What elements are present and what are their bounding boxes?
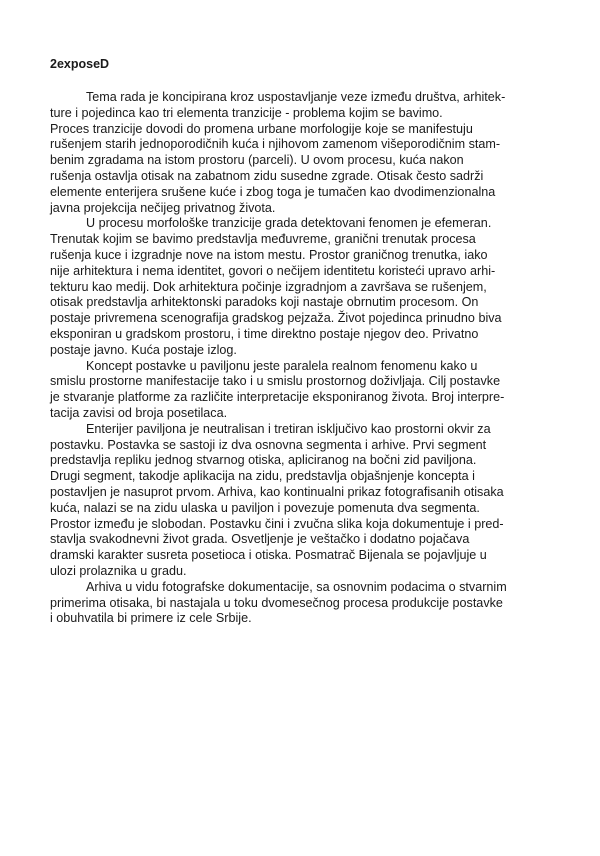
text-line: postaje privremena scenografija gradskog pejzaža. Život pojedinca prinudno biva bbox=[50, 311, 502, 326]
text-line: rušenjem starih jednoporodičnih kuća i njihovom zamenom višeporodičnim stam- bbox=[50, 137, 501, 152]
text-line: rušenja ostavlja otisak na zabatnom zidu susedne zgrade. Otisak često sadrži bbox=[50, 168, 484, 183]
text-line: tacija zavisi od broja posetilaca. bbox=[50, 405, 228, 420]
text-line: Proces tranzicije dovodi do promena urbane morfologije koje se manifestuju bbox=[50, 121, 473, 136]
text-line: U procesu morfološke tranzicije grada detektovani fenomen je efemeran. bbox=[86, 216, 492, 231]
paragraph bbox=[50, 422, 556, 580]
text-line: eksponiran u gradskom prostoru, i time direktno postaje njegov deo. Privatno bbox=[50, 326, 479, 341]
text-line: Koncept postavke u paviljonu jeste paralela realnom fenomenu kako u bbox=[86, 358, 478, 373]
text-line: nije arhitektura i nema identitet, govori o nečijem identitetu koristeći upravo arhi- bbox=[50, 263, 496, 278]
document-page bbox=[50, 56, 556, 627]
text-line: javna projekcija nečijeg privatnog života. bbox=[50, 200, 276, 215]
paragraph bbox=[50, 359, 556, 422]
text-line: postavku. Postavka se sastoji iz dva osnovna segmenta i arhive. Prvi segment bbox=[50, 437, 487, 452]
text-line: i obuhvatila bi primere iz cele Srbije. bbox=[50, 611, 252, 626]
text-line: benim zgradama na istom prostoru (parceli). U ovom procesu, kuća nakon bbox=[50, 153, 464, 168]
text-line: kuća, nalazi se na zidu ulaska u paviljon i povezuje pomenuta dva segmenta. bbox=[50, 500, 480, 515]
text-line: tekturu kao medij. Dok arhitektura počinje izgradnjom a završava se rušenjem, bbox=[50, 279, 487, 294]
text-line: je stvaranje platforme za različite interpretacije eksponiranog života. Broj interpre- bbox=[50, 390, 505, 405]
text-line: ulozi prolaznika u gradu. bbox=[50, 563, 187, 578]
text-line: predstavlja repliku jednog stvarnog otiska, apliciranog na bočni zid paviljona. bbox=[50, 453, 477, 468]
document-body bbox=[50, 90, 556, 627]
paragraph bbox=[50, 580, 556, 627]
text-line: postaje javno. Kuća postaje izlog. bbox=[50, 342, 237, 357]
text-line: rušenja kuce i izgradnje nove na istom mestu. Prostor graničnog trenutka, iako bbox=[50, 247, 488, 262]
text-line: Tema rada je koncipirana kroz uspostavljanje veze između društva, arhitek- bbox=[86, 90, 506, 104]
text-line: Arhiva u vidu fotografske dokumentacije, sa osnovnim podacima o stvarnim bbox=[86, 579, 507, 594]
text-line: ture i pojedinca kao tri elementa tranzicije - problema kojim se bavimo. bbox=[50, 105, 443, 120]
text-line: Prostor između je slobodan. Postavku čini i zvučna slika koja dokumentuje i pred- bbox=[50, 516, 504, 531]
text-line: Enterijer paviljona je neutralisan i tretiran isključivo kao prostorni okvir za bbox=[86, 421, 491, 436]
text-line: dramski karakter susreta posetioca i otiska. Posmatrač Bijenala se pojavljuje u bbox=[50, 548, 487, 563]
text-line: smislu prostorne manifestacije tako i u smislu prostornog doživljaja. Cilj postavke bbox=[50, 374, 501, 389]
text-line: Drugi segment, takodje aplikacija na zidu, predstavlja objašnjenje koncepta i bbox=[50, 469, 475, 484]
paragraph bbox=[50, 216, 556, 358]
paragraph bbox=[50, 90, 556, 216]
text-line: postavljen je nasuprot prvom. Arhiva, kao kontinualni prikaz fotografisanih otisaka bbox=[50, 484, 504, 499]
text-line: elemente enterijera srušene kuće i zbog toga je tumačen kao dvodimenzionalna bbox=[50, 184, 496, 199]
text-line: primerima otisaka, bi nastajala u toku dvomesečnog procesa produkcije postavke bbox=[50, 595, 503, 610]
document-title: 2exposeD bbox=[50, 57, 110, 71]
text-line: stavlja svakodnevni život grada. Osvetljenje je veštačko i dodatno pojačava bbox=[50, 532, 470, 547]
text-line: Trenutak kojim se bavimo predstavlja međuvreme, granični trenutak procesa bbox=[50, 232, 476, 247]
text-line: otisak predstavlja arhitektonski paradoks koji nastaje obrnutim procesom. On bbox=[50, 295, 479, 310]
